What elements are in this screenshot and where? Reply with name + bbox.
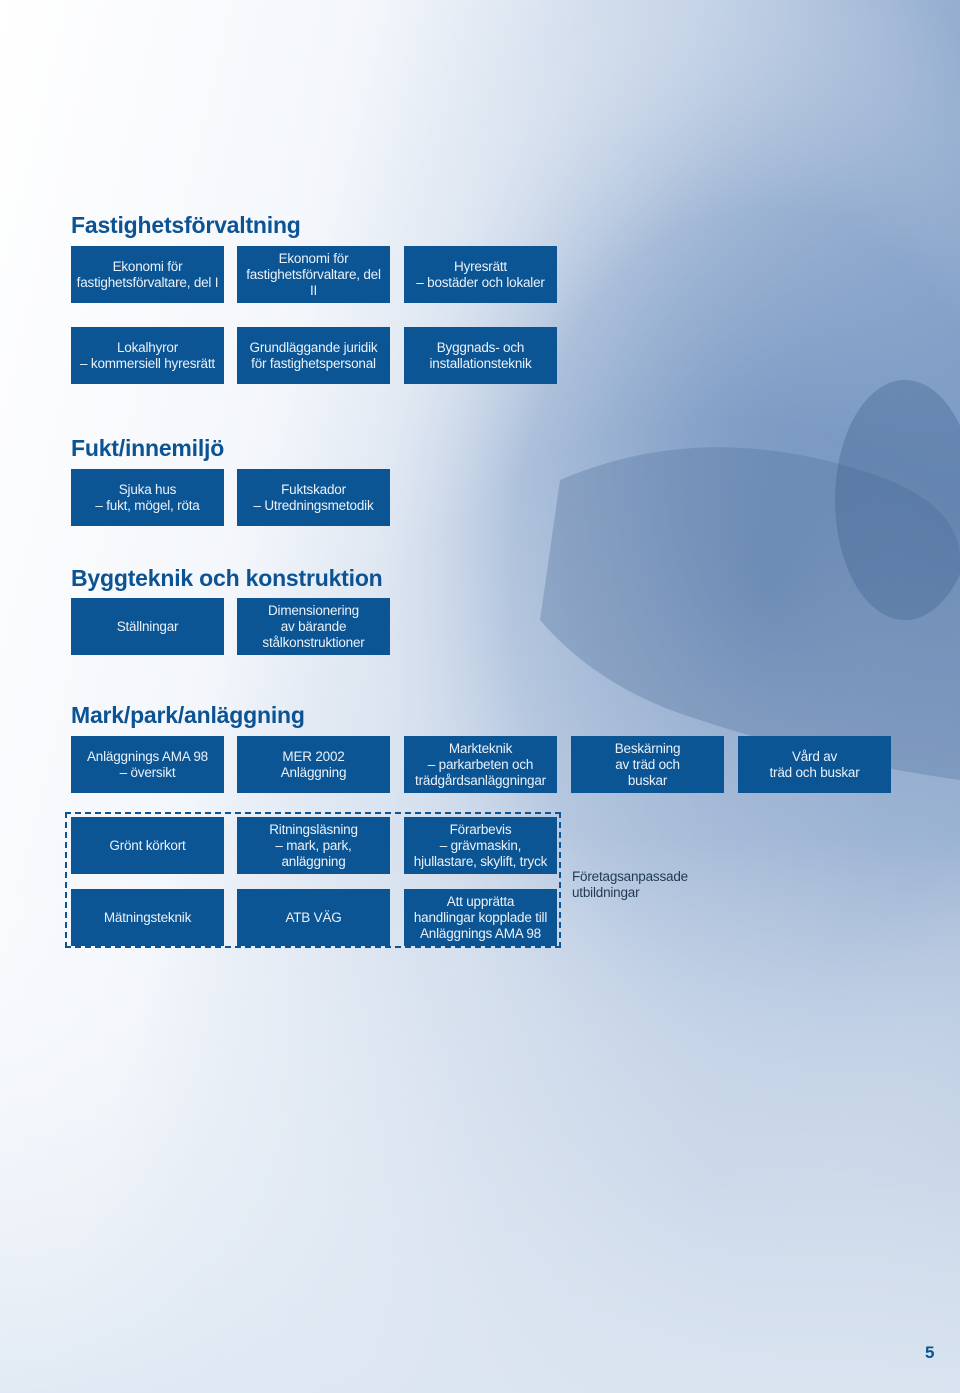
course-box[interactable]: Hyresrätt – bostäder och lokaler	[404, 246, 557, 303]
custom-training-label: Företagsanpassade utbildningar	[572, 869, 688, 900]
course-box[interactable]: Grönt körkort	[71, 817, 224, 874]
course-box[interactable]: Vård av träd och buskar	[738, 736, 891, 793]
course-box[interactable]: Förarbevis – grävmaskin, hjullastare, skylift, tryck	[404, 817, 557, 874]
course-box[interactable]: Markteknik – parkarbeten och trädgårdsanläggningar	[404, 736, 557, 793]
course-box[interactable]: Fuktskador – Utredningsmetodik	[237, 469, 390, 526]
course-box[interactable]: MER 2002 Anläggning	[237, 736, 390, 793]
course-box[interactable]: Grundläggande juridik för fastighetspersonal	[237, 327, 390, 384]
course-box[interactable]: Ekonomi för fastighetsförvaltare, del II	[237, 246, 390, 303]
course-box[interactable]: Ekonomi för fastighetsförvaltare, del I	[71, 246, 224, 303]
course-box[interactable]: Mätningsteknik	[71, 889, 224, 946]
course-box[interactable]: Dimensionering av bärande stålkonstruktioner	[237, 598, 390, 655]
course-box[interactable]: ATB VÄG	[237, 889, 390, 946]
course-box[interactable]: Lokalhyror – kommersiell hyresrätt	[71, 327, 224, 384]
section-title-mark-park: Mark/park/anläggning	[71, 702, 305, 728]
course-box[interactable]: Ritningsläsning – mark, park, anläggning	[237, 817, 390, 874]
section-title-fastighetsforvaltning: Fastighetsförvaltning	[71, 212, 301, 238]
course-box[interactable]: Byggnads- och installationsteknik	[404, 327, 557, 384]
course-box[interactable]: Beskärning av träd och buskar	[571, 736, 724, 793]
section-title-byggteknik: Byggteknik och konstruktion	[71, 565, 383, 591]
section-title-fukt: Fukt/innemiljö	[71, 435, 225, 461]
page-number: 5	[925, 1343, 935, 1362]
course-box[interactable]: Sjuka hus – fukt, mögel, röta	[71, 469, 224, 526]
course-box[interactable]: Att upprätta handlingar kopplade till Anläggnings AMA 98	[404, 889, 557, 946]
course-box[interactable]: Anläggnings AMA 98 – översikt	[71, 736, 224, 793]
course-box[interactable]: Ställningar	[71, 598, 224, 655]
